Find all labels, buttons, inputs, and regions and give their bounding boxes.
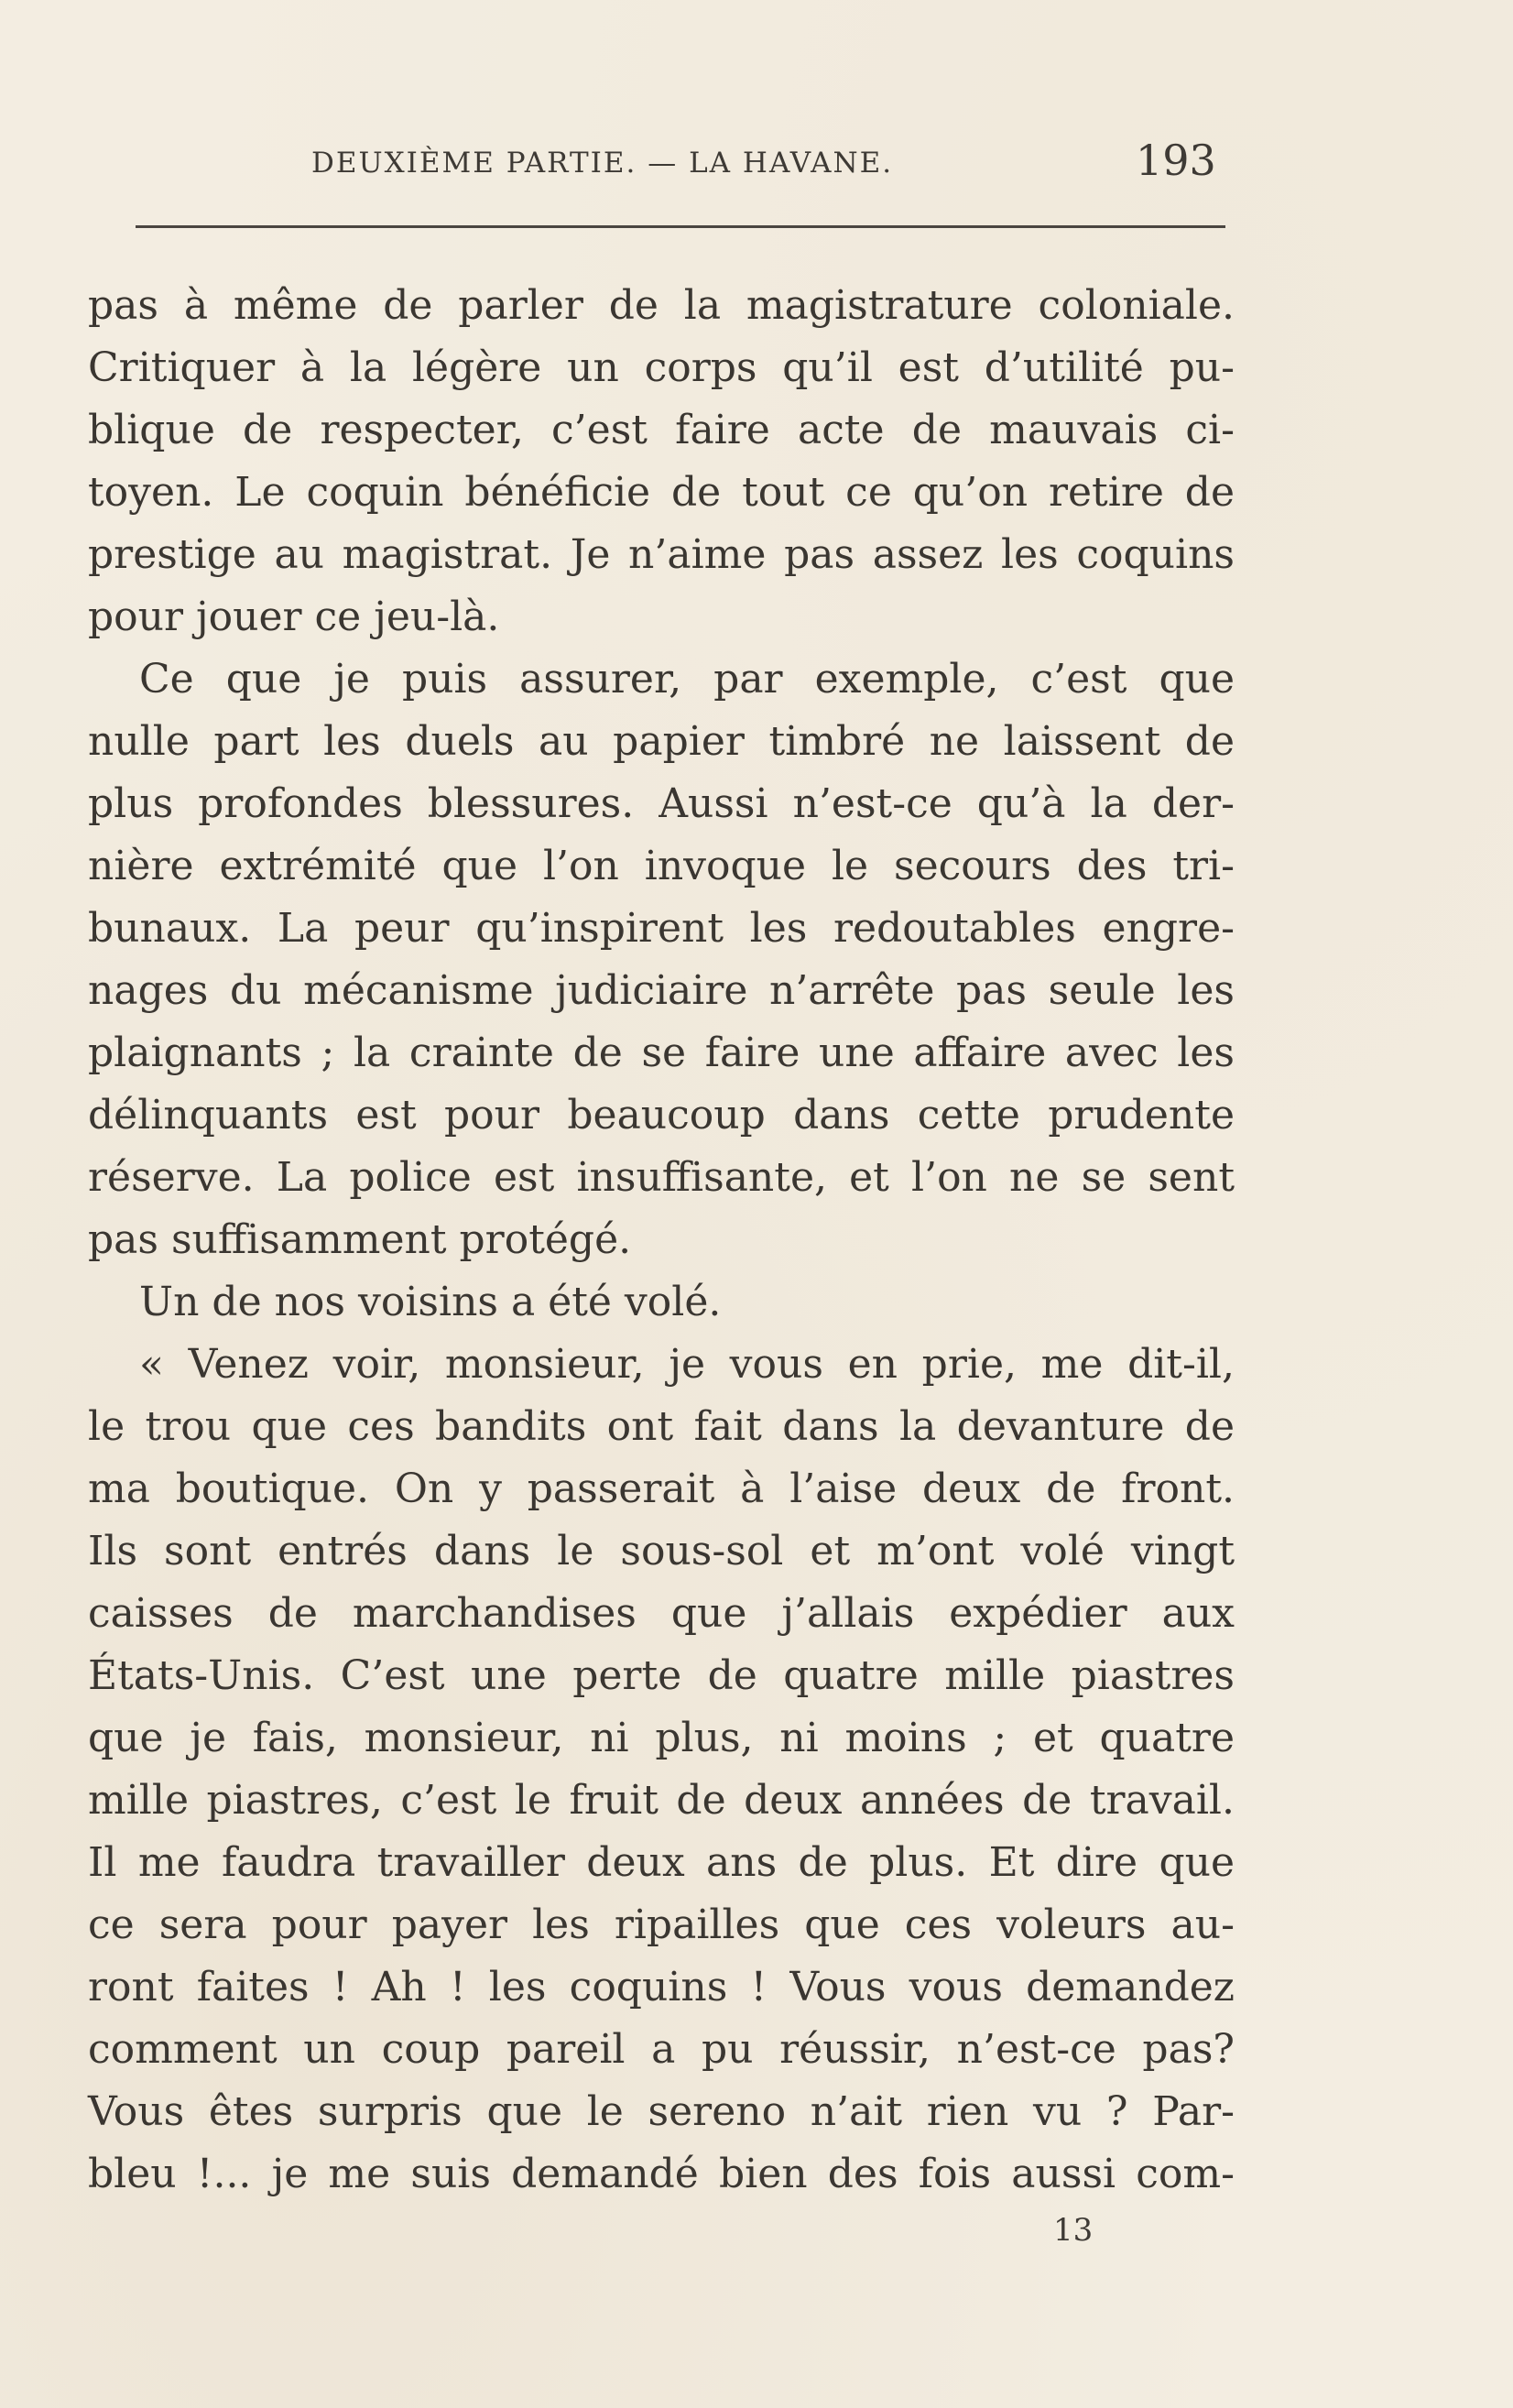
text-line: pour jouer ce jeu-là.	[88, 594, 500, 640]
header-rule	[136, 225, 1225, 228]
text-line: bunaux. La peur qu’inspirent les redoutables engre-	[88, 905, 1235, 952]
text-line: comment un coup pareil a pu réussir, n’est-ce pas?	[88, 2026, 1235, 2073]
text-line: Ce que je puis assurer, par exemple, c’est que	[139, 656, 1235, 703]
signature-mark: 13	[1053, 2212, 1094, 2249]
text-line: « Venez voir, monsieur, je vous en prie, me dit-il,	[139, 1341, 1235, 1388]
text-line: réserve. La police est insuffisante, et l’on ne se sent	[88, 1154, 1235, 1201]
text-line: plus profondes blessures. Aussi n’est-ce qu’à la der-	[88, 780, 1235, 827]
text-line: délinquants est pour beaucoup dans cette prudente	[88, 1092, 1235, 1139]
text-line: nière extrémité que l’on invoque le secours des tri-	[88, 843, 1235, 889]
text-line: Vous êtes surpris que le sereno n’ait rien vu ? Par-	[88, 2088, 1235, 2135]
text-line: ce sera pour payer les ripailles que ces voleurs au-	[88, 1901, 1235, 1948]
text-line: nages du mécanisme judiciaire n’arrête pas seule les	[88, 967, 1235, 1014]
text-line: bleu !... je me suis demandé bien des fois aussi com-	[88, 2151, 1235, 2197]
text-line: le trou que ces bandits ont fait dans la devanture de	[88, 1403, 1235, 1450]
text-line: toyen. Le coquin bénéficie de tout ce qu’on retire de	[88, 469, 1235, 516]
page-number: 193	[1136, 136, 1216, 185]
text-line: mille piastres, c’est le fruit de deux années de travail.	[88, 1777, 1235, 1824]
text-line: prestige au magistrat. Je n’aime pas assez les coquins	[88, 531, 1235, 578]
text-line: Critiquer à la légère un corps qu’il est d’utilité pu-	[88, 344, 1235, 391]
text-line: ma boutique. On y passerait à l’aise deux de front.	[88, 1466, 1235, 1512]
text-line: blique de respecter, c’est faire acte de mauvais ci-	[88, 407, 1235, 453]
text-line: plaignants ; la crainte de se faire une affaire avec les	[88, 1030, 1235, 1076]
text-line: nulle part les duels au papier timbré ne laissent de	[88, 718, 1235, 765]
text-line: caisses de marchandises que j’allais expédier aux	[88, 1590, 1235, 1637]
text-line: Ils sont entrés dans le sous-sol et m’ont volé vingt	[88, 1528, 1235, 1574]
text-line: pas à même de parler de la magistrature coloniale.	[88, 282, 1235, 329]
text-line: Il me faudra travailler deux ans de plus. Et dire que	[88, 1839, 1235, 1886]
text-line: ront faites ! Ah ! les coquins ! Vous vous demandez	[88, 1964, 1235, 2010]
text-line: pas suffisamment protégé.	[88, 1216, 632, 1263]
text-line: États-Unis. C’est une perte de quatre mille piastres	[88, 1652, 1235, 1699]
text-line: que je fais, monsieur, ni plus, ni moins ; et quatre	[88, 1715, 1235, 1761]
text-line: Un de nos voisins a été volé.	[139, 1279, 722, 1325]
running-head: DEUXIÈME PARTIE. — LA HAVANE.	[311, 147, 894, 180]
body-text	[88, 275, 1235, 2206]
